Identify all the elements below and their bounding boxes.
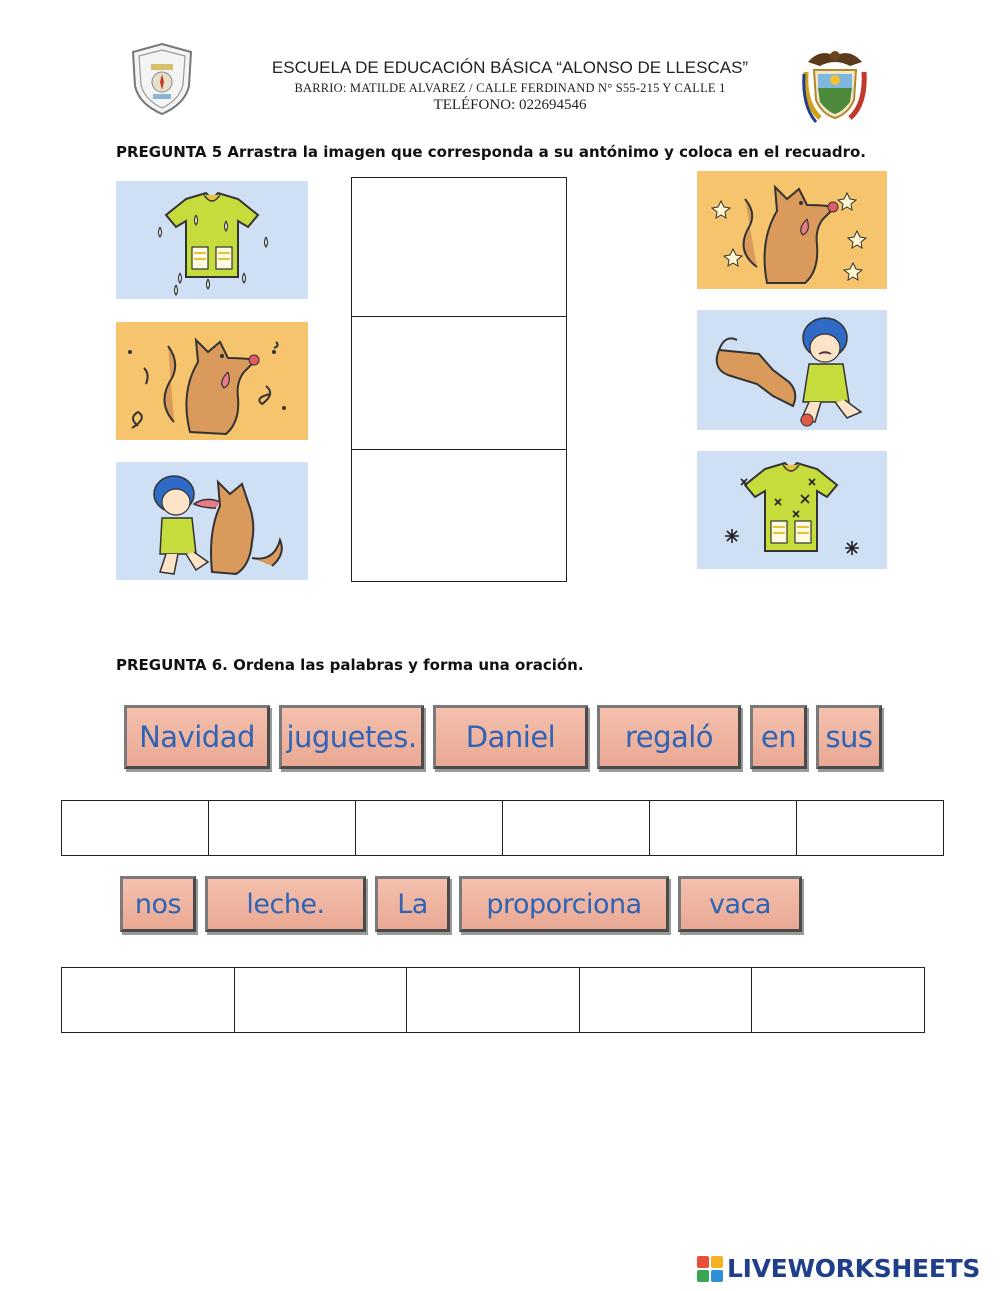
word-tile-vaca[interactable]: vaca [678, 876, 802, 932]
word-tile-la[interactable]: La [375, 876, 450, 932]
liveworksheets-logo-icon [697, 1256, 723, 1282]
answer-slot[interactable] [235, 968, 408, 1032]
ecuador-coat-of-arms-icon [800, 44, 870, 126]
drop-box-1[interactable] [351, 177, 567, 318]
answer-row-1 [61, 800, 944, 856]
answer-slot[interactable] [752, 968, 924, 1032]
word-tile-nos[interactable]: nos [120, 876, 196, 932]
question-5-prompt: PREGUNTA 5 Arrastra la imagen que corresponda a su antónimo y coloca en el recuadro. [116, 143, 866, 161]
dog-biting-girl-icon[interactable] [697, 310, 887, 430]
dirty-dog-icon[interactable] [116, 322, 308, 440]
liveworksheets-logo [697, 1254, 980, 1283]
wet-shirt-icon[interactable] [116, 181, 308, 299]
word-tile-navidad[interactable]: Navidad [124, 705, 270, 769]
drop-box-3[interactable] [351, 449, 567, 582]
word-tile-regalo[interactable]: regaló [597, 705, 741, 769]
school-phone: TELÉFONO: 022694546 [433, 97, 587, 113]
answer-slot[interactable] [650, 801, 797, 855]
word-tile-en[interactable]: en [750, 705, 807, 769]
answer-slot[interactable] [209, 801, 356, 855]
school-name: ESCUELA DE EDUCACIÓN BÁSICA “ALONSO DE LLESCAS” [271, 58, 749, 77]
answer-row-2 [61, 967, 925, 1033]
word-tile-juguetes[interactable]: juguetes. [279, 705, 424, 769]
answer-slot[interactable] [356, 801, 503, 855]
dirty-shirt-icon[interactable] [697, 451, 887, 569]
question-6-prompt: PREGUNTA 6. Ordena las palabras y forma una oración. [116, 656, 584, 674]
word-tile-daniel[interactable]: Daniel [433, 705, 588, 769]
answer-slot[interactable] [407, 968, 580, 1032]
word-tile-leche[interactable]: leche. [205, 876, 366, 932]
school-address: BARRIO: MATILDE ALVAREZ / CALLE FERDINAND N° S55-215 Y CALLE 1 [294, 81, 726, 95]
word-tile-proporciona[interactable]: proporciona [459, 876, 669, 932]
clean-dog-icon[interactable] [697, 171, 887, 289]
answer-slot[interactable] [580, 968, 753, 1032]
answer-slot[interactable] [503, 801, 650, 855]
word-tile-sus[interactable]: sus [816, 705, 882, 769]
answer-slot[interactable] [797, 801, 943, 855]
drop-box-2[interactable] [351, 316, 567, 450]
answer-slot[interactable] [62, 968, 235, 1032]
dog-licking-girl-icon[interactable] [116, 462, 308, 580]
answer-slot[interactable] [62, 801, 209, 855]
liveworksheets-brand: LIVEWORKSHEETS [727, 1254, 981, 1283]
